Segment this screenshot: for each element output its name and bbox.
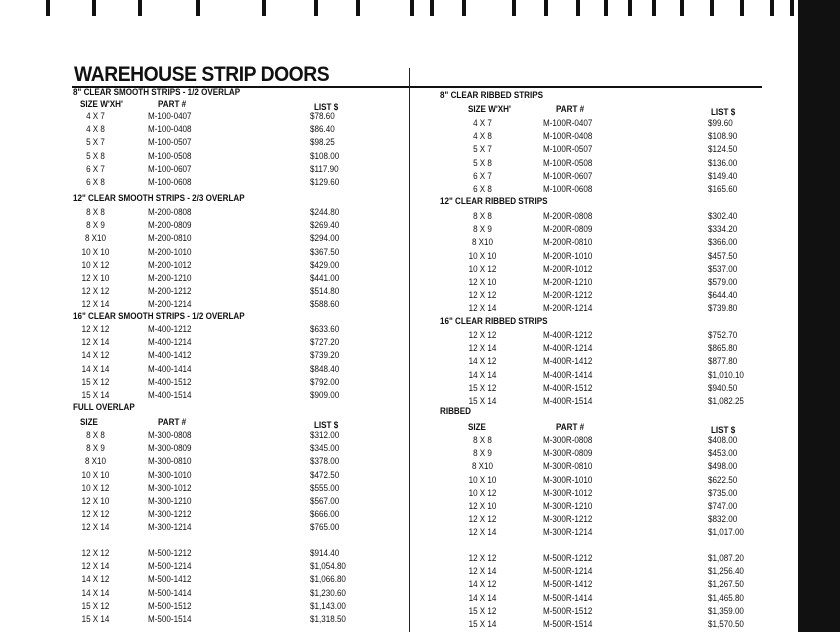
list-price-cell: $345.00 [310,443,340,455]
part-number-cell: M-200R-1010 [543,250,593,262]
part-number-cell: M-500R-1412 [543,579,593,591]
list-price-cell: $622.50 [708,474,738,486]
size-cell: 12 X 14 [81,337,110,349]
list-price-cell: $752.70 [708,330,738,341]
list-price-cell: $914.40 [310,548,340,559]
list-price-cell: $865.80 [708,343,738,355]
list-price-cell: $1,010.10 [708,369,744,381]
list-price-cell: $367.50 [310,246,340,258]
list-price-cell: $302.40 [708,211,738,222]
scan-mark [576,0,580,16]
size-cell: 5 X 7 [473,144,492,156]
part-number-cell: M-200-0809 [148,220,192,232]
size-cell: 14 X 14 [81,363,110,375]
size-cell: 12 X 14 [468,343,497,355]
part-number-cell: M-300-0810 [148,456,192,468]
list-price-cell: $408.00 [708,435,738,446]
col-header-size: SIZE W'XH' [468,104,511,115]
size-cell: 10 X 12 [468,487,497,499]
size-cell: 15 X 12 [468,605,497,617]
scan-mark [46,0,50,16]
size-cell: 14 X 12 [81,350,110,362]
size-cell: 14 X 12 [468,356,497,368]
part-number-cell: M-400-1214 [148,337,192,349]
page-title: WAREHOUSE STRIP DOORS [74,63,330,86]
list-price-cell: $588.60 [310,299,340,311]
list-price-cell: $579.00 [708,277,738,288]
size-cell: 12 X 12 [81,509,110,521]
part-number-cell: M-500-1214 [148,561,192,573]
list-price-cell: $1,570.50 [708,619,744,630]
section-heading: RIBBED [440,406,471,417]
scan-mark [652,0,656,16]
part-number-cell: M-500-1412 [148,574,192,586]
size-cell: 4 X 8 [86,124,105,136]
part-number-cell: M-400-1212 [148,324,192,335]
list-price-cell: $149.40 [708,170,738,182]
size-cell: 12 X 12 [468,553,497,564]
part-number-cell: M-400R-1514 [543,396,593,407]
part-number-cell: M-400R-1412 [543,356,593,368]
part-number-cell: M-400R-1512 [543,382,593,394]
list-price-cell: $832.00 [708,514,738,526]
scan-mark [680,0,684,16]
part-number-cell: M-400-1512 [148,376,192,388]
scan-mark [790,0,794,16]
scan-mark [92,0,96,16]
part-number-cell: M-100R-0508 [543,157,593,169]
size-cell: 12 X 12 [468,514,497,526]
list-price-cell: $877.80 [708,356,738,368]
list-price-cell: $366.00 [708,237,738,249]
size-cell: 5 X 8 [473,157,492,169]
size-cell: 15 X 12 [81,600,110,612]
list-price-cell: $129.60 [310,177,340,188]
size-cell: 5 X 7 [86,137,105,149]
size-cell: 12 X 14 [81,522,110,534]
size-cell: 12 X 14 [468,303,497,315]
list-price-cell: $537.00 [708,263,738,275]
size-cell: 12 X 12 [81,286,110,298]
size-cell: 12 X 10 [81,496,110,507]
part-number-cell: M-200R-1210 [543,277,593,288]
list-price-cell: $472.50 [310,469,340,481]
list-price-cell: $792.00 [310,376,340,388]
size-cell: 15 X 14 [81,614,110,625]
list-price-cell: $1,359.00 [708,605,744,617]
size-cell: 12 X 14 [81,561,110,573]
list-price-cell: $294.00 [310,233,340,245]
col-header-size: SIZE W'XH' [80,99,123,110]
list-price-cell: $429.00 [310,259,340,271]
list-price-cell: $1,054.80 [310,561,346,573]
list-price-cell: $99.60 [708,118,733,129]
part-number-cell: M-200-1012 [148,259,192,271]
size-cell: 15 X 14 [468,619,497,630]
scan-mark [740,0,744,16]
col-header-part: PART # [158,99,187,110]
section-heading: 16" CLEAR SMOOTH STRIPS - 1/2 OVERLAP [73,311,245,322]
size-cell: 10 X 10 [81,246,110,258]
scan-mark [356,0,360,16]
list-price-cell: $312.00 [310,430,340,441]
part-number-cell: M-200-0810 [148,233,192,245]
part-number-cell: M-300R-1012 [543,487,593,499]
size-cell: 15 X 14 [468,396,497,407]
scan-mark [604,0,608,16]
list-price-cell: $244.80 [310,207,340,218]
part-number-cell: M-200-1010 [148,246,192,258]
list-price-cell: $739.20 [310,350,340,362]
section-heading: 8" CLEAR SMOOTH STRIPS - 1/2 OVERLAP [73,87,241,98]
list-price-cell: $567.00 [310,496,340,507]
part-number-cell: M-100-0408 [148,124,192,136]
col-header-part: PART # [158,417,187,428]
list-price-cell: $747.00 [708,501,738,512]
size-cell: 8 X 9 [86,443,105,455]
section-heading: 8" CLEAR RIBBED STRIPS [440,90,543,101]
size-cell: 14 X 12 [81,574,110,586]
list-price-cell: $108.00 [310,150,340,162]
scan-mark [770,0,774,16]
size-cell: 8 X 8 [86,430,105,441]
part-number-cell: M-500-1514 [148,614,192,625]
size-cell: 10 X 12 [81,259,110,271]
part-number-cell: M-300-1214 [148,522,192,534]
size-cell: 10 X 10 [468,474,497,486]
part-number-cell: M-100R-0407 [543,118,593,129]
size-cell: 4 X 8 [473,131,492,143]
part-number-cell: M-100-0508 [148,150,192,162]
list-price-cell: $441.00 [310,273,340,284]
size-cell: 6 X 8 [473,184,492,195]
size-cell: 14 X 14 [81,587,110,599]
part-number-cell: M-500R-1214 [543,566,593,578]
size-cell: 8 X10 [471,461,494,473]
size-cell: 6 X 8 [86,177,105,188]
column-divider [409,68,410,632]
list-price-cell: $765.00 [310,522,340,534]
page-right-edge [798,0,840,632]
list-price-cell: $848.40 [310,363,340,375]
list-price-cell: $457.50 [708,250,738,262]
size-cell: 12 X 14 [81,299,110,311]
size-cell: 4 X 7 [86,111,105,122]
size-cell: 15 X 14 [81,390,110,401]
part-number-cell: M-300R-1212 [543,514,593,526]
list-price-cell: $1,082.25 [708,396,744,407]
col-header-size: SIZE [468,422,486,433]
size-cell: 12 X 10 [468,277,497,288]
size-cell: 6 X 7 [86,163,105,175]
part-number-cell: M-500R-1414 [543,592,593,604]
size-cell: 10 X 12 [468,263,497,275]
list-price-cell: $1,017.00 [708,527,744,539]
list-price-cell: $165.60 [708,184,738,195]
part-number-cell: M-200-1212 [148,286,192,298]
size-cell: 8 X 8 [473,435,492,446]
size-cell: 10 X 12 [81,482,110,494]
size-cell: 12 X 14 [468,566,497,578]
size-cell: 8 X 8 [473,211,492,222]
scan-mark [512,0,516,16]
list-price-cell: $98.25 [310,137,335,149]
part-number-cell: M-400R-1212 [543,330,593,341]
part-number-cell: M-200-0808 [148,207,192,218]
list-price-cell: $909.00 [310,390,340,401]
part-number-cell: M-200-1210 [148,273,192,284]
part-number-cell: M-300-1012 [148,482,192,494]
part-number-cell: M-200R-1214 [543,303,593,315]
part-number-cell: M-500-1512 [148,600,192,612]
size-cell: 8 X10 [84,456,107,468]
part-number-cell: M-300R-0809 [543,448,593,460]
part-number-cell: M-100-0507 [148,137,192,149]
list-price-cell: $136.00 [708,157,738,169]
list-price-cell: $378.00 [310,456,340,468]
section-heading: FULL OVERLAP [73,402,135,413]
part-number-cell: M-300-1212 [148,509,192,521]
part-number-cell: M-300R-0808 [543,435,593,446]
part-number-cell: M-300R-1210 [543,501,593,512]
col-header-list: LIST $ [314,102,339,113]
list-price-cell: $334.20 [708,224,738,236]
part-number-cell: M-300-1210 [148,496,192,507]
list-price-cell: $666.00 [310,509,340,521]
list-price-cell: $735.00 [708,487,738,499]
part-number-cell: M-500-1414 [148,587,192,599]
part-number-cell: M-200-1214 [148,299,192,311]
size-cell: 8 X 9 [473,448,492,460]
col-header-part: PART # [556,104,585,115]
col-header-list: LIST $ [314,420,339,431]
list-price-cell: $117.90 [310,163,339,175]
size-cell: 14 X 14 [468,592,497,604]
size-cell: 6 X 7 [473,170,492,182]
size-cell: 12 X 10 [468,501,497,512]
list-price-cell: $1,230.60 [310,587,346,599]
size-cell: 15 X 12 [81,376,110,388]
size-cell: 8 X10 [471,237,494,249]
list-price-cell: $108.90 [708,131,738,143]
scan-mark [138,0,142,16]
list-price-cell: $727.20 [310,337,340,349]
size-cell: 8 X 9 [473,224,492,236]
part-number-cell: M-300-1010 [148,469,192,481]
list-price-cell: $498.00 [708,461,738,473]
part-number-cell: M-100R-0608 [543,184,593,195]
part-number-cell: M-500R-1514 [543,619,593,630]
list-price-cell: $633.60 [310,324,340,335]
scan-mark [710,0,714,16]
section-heading: 16" CLEAR RIBBED STRIPS [440,316,548,327]
part-number-cell: M-400-1412 [148,350,192,362]
size-cell: 8 X10 [84,233,107,245]
part-number-cell: M-400-1514 [148,390,192,401]
part-number-cell: M-400R-1214 [543,343,593,355]
list-price-cell: $86.40 [310,124,335,136]
part-number-cell: M-400R-1414 [543,369,593,381]
part-number-cell: M-200R-1012 [543,263,593,275]
part-number-cell: M-100-0607 [148,163,192,175]
list-price-cell: $1,267.50 [708,579,744,591]
size-cell: 5 X 8 [86,150,105,162]
part-number-cell: M-300R-0810 [543,461,593,473]
scan-mark [628,0,632,16]
part-number-cell: M-400-1414 [148,363,192,375]
list-price-cell: $1,465.80 [708,592,744,604]
size-cell: 12 X 12 [81,324,110,335]
size-cell: 12 X 12 [468,330,497,341]
list-price-cell: $453.00 [708,448,738,460]
list-price-cell: $514.80 [310,286,340,298]
list-price-cell: $1,318.50 [310,614,346,625]
part-number-cell: M-300R-1010 [543,474,593,486]
size-cell: 12 X 14 [468,527,497,539]
size-cell: 12 X 12 [81,548,110,559]
size-cell: 14 X 12 [468,579,497,591]
part-number-cell: M-100R-0408 [543,131,593,143]
part-number-cell: M-100-0407 [148,111,192,122]
scan-mark [430,0,434,16]
part-number-cell: M-200R-0810 [543,237,593,249]
list-price-cell: $269.40 [310,220,340,232]
list-price-cell: $1,256.40 [708,566,744,578]
part-number-cell: M-200R-0808 [543,211,593,222]
list-price-cell: $1,087.20 [708,553,744,564]
part-number-cell: M-100-0608 [148,177,192,188]
scan-mark [314,0,318,16]
size-cell: 12 X 10 [81,273,110,284]
scan-mark [544,0,548,16]
scan-mark [196,0,200,16]
size-cell: 12 X 12 [468,290,497,302]
scan-mark [262,0,266,16]
part-number-cell: M-300R-1214 [543,527,593,539]
list-price-cell: $940.50 [708,382,738,394]
col-header-size: SIZE [80,417,98,428]
part-number-cell: M-200R-0809 [543,224,593,236]
section-heading: 12" CLEAR RIBBED STRIPS [440,196,548,207]
part-number-cell: M-500R-1212 [543,553,593,564]
size-cell: 8 X 8 [86,207,105,218]
part-number-cell: M-100R-0607 [543,170,593,182]
size-cell: 10 X 10 [468,250,497,262]
list-price-cell: $1,143.00 [310,600,346,612]
col-header-part: PART # [556,422,585,433]
page-top-edge [0,0,840,18]
list-price-cell: $739.80 [708,303,738,315]
size-cell: 10 X 10 [81,469,110,481]
list-price-cell: $555.00 [310,482,340,494]
list-price-cell: $124.50 [708,144,738,156]
scan-mark [462,0,466,16]
size-cell: 14 X 14 [468,369,497,381]
size-cell: 4 X 7 [473,118,492,129]
part-number-cell: M-500-1212 [148,548,192,559]
list-price-cell: $1,066.80 [310,574,346,586]
size-cell: 15 X 12 [468,382,497,394]
list-price-cell: $78.60 [310,111,335,122]
section-heading: 12" CLEAR SMOOTH STRIPS - 2/3 OVERLAP [73,193,245,204]
col-header-list: LIST $ [711,107,736,118]
part-number-cell: M-200R-1212 [543,290,593,302]
part-number-cell: M-500R-1512 [543,605,593,617]
part-number-cell: M-100R-0507 [543,144,593,156]
col-header-list: LIST $ [711,425,736,436]
scan-mark [410,0,414,16]
part-number-cell: M-300-0808 [148,430,192,441]
part-number-cell: M-300-0809 [148,443,192,455]
size-cell: 8 X 9 [86,220,105,232]
list-price-cell: $644.40 [708,290,738,302]
